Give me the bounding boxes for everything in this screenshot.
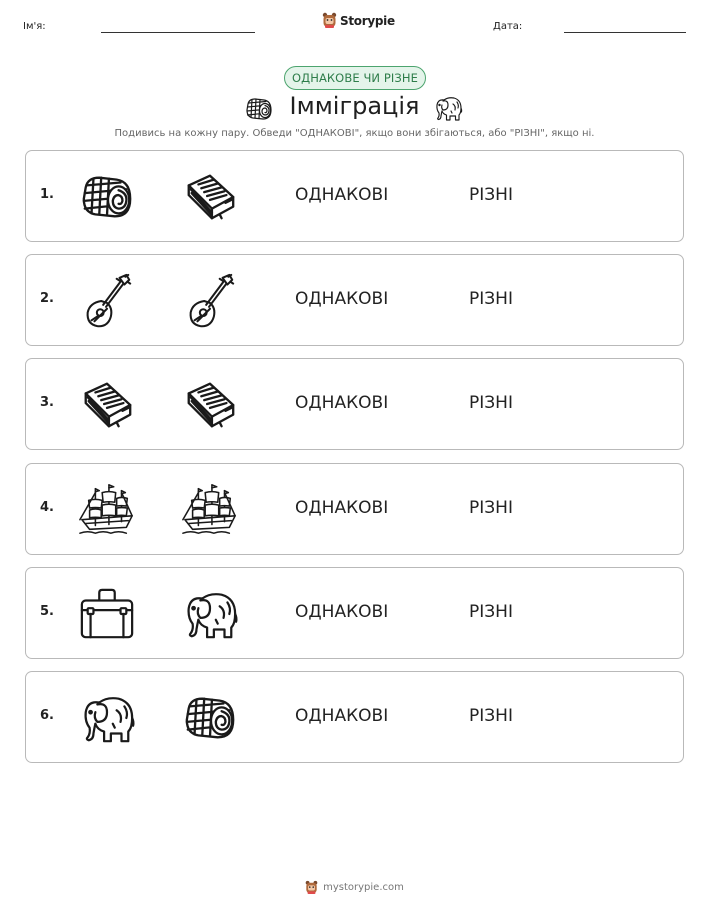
book-icon bbox=[181, 168, 239, 226]
option-different[interactable]: РІЗНІ bbox=[469, 393, 513, 413]
instructions: Подивись на кожну пару. Обведи "ОДНАКОВІ", якщо вони збігаються, або "РІЗНІ", якщо ні. bbox=[114, 128, 595, 139]
ship-icon bbox=[181, 481, 239, 539]
storypie-logo bbox=[322, 12, 395, 29]
book-icon bbox=[78, 376, 136, 434]
suitcase-icon bbox=[78, 585, 136, 643]
elephant-icon bbox=[433, 93, 463, 123]
mandolin-icon bbox=[78, 272, 136, 330]
question-row bbox=[25, 358, 684, 450]
question-number: 1. bbox=[40, 187, 54, 202]
option-same[interactable]: ОДНАКОВІ bbox=[295, 393, 389, 413]
question-number: 2. bbox=[40, 291, 54, 306]
date-line[interactable] bbox=[564, 32, 686, 33]
option-different[interactable]: РІЗНІ bbox=[469, 185, 513, 205]
option-different[interactable]: РІЗНІ bbox=[469, 289, 513, 309]
page-title: Імміграція bbox=[289, 92, 420, 120]
elephant-icon bbox=[181, 585, 239, 643]
option-same[interactable]: ОДНАКОВІ bbox=[295, 706, 389, 726]
option-different[interactable]: РІЗНІ bbox=[469, 602, 513, 622]
question-row bbox=[25, 463, 684, 555]
sleeping-bag-icon bbox=[181, 689, 239, 747]
mandolin-icon bbox=[181, 272, 239, 330]
question-row bbox=[25, 671, 684, 763]
book-icon bbox=[181, 376, 239, 434]
question-number: 6. bbox=[40, 708, 54, 723]
option-same[interactable]: ОДНАКОВІ bbox=[295, 498, 389, 518]
elephant-icon bbox=[78, 689, 136, 747]
title-row bbox=[0, 92, 709, 126]
option-different[interactable]: РІЗНІ bbox=[469, 706, 513, 726]
date-label: Дата: bbox=[493, 21, 523, 32]
question-number: 5. bbox=[40, 604, 54, 619]
worksheet-type-badge: ОДНАКОВЕ ЧИ РІЗНЕ bbox=[284, 66, 426, 90]
name-line[interactable] bbox=[101, 32, 255, 33]
question-row bbox=[25, 150, 684, 242]
question-number: 4. bbox=[40, 500, 54, 515]
ship-icon bbox=[78, 481, 136, 539]
option-same[interactable]: ОДНАКОВІ bbox=[295, 602, 389, 622]
question-number: 3. bbox=[40, 395, 54, 410]
question-row bbox=[25, 254, 684, 346]
question-row bbox=[25, 567, 684, 659]
footer-url: mystorypie.com bbox=[323, 882, 404, 893]
option-same[interactable]: ОДНАКОВІ bbox=[295, 289, 389, 309]
footer bbox=[0, 880, 709, 895]
name-label: Ім'я: bbox=[23, 21, 46, 32]
option-same[interactable]: ОДНАКОВІ bbox=[295, 185, 389, 205]
storypie-mascot-icon bbox=[322, 12, 337, 29]
storypie-mascot-icon bbox=[305, 880, 318, 895]
logo-text: Storypie bbox=[340, 13, 395, 28]
sleeping-bag-icon bbox=[78, 168, 136, 226]
option-different[interactable]: РІЗНІ bbox=[469, 498, 513, 518]
